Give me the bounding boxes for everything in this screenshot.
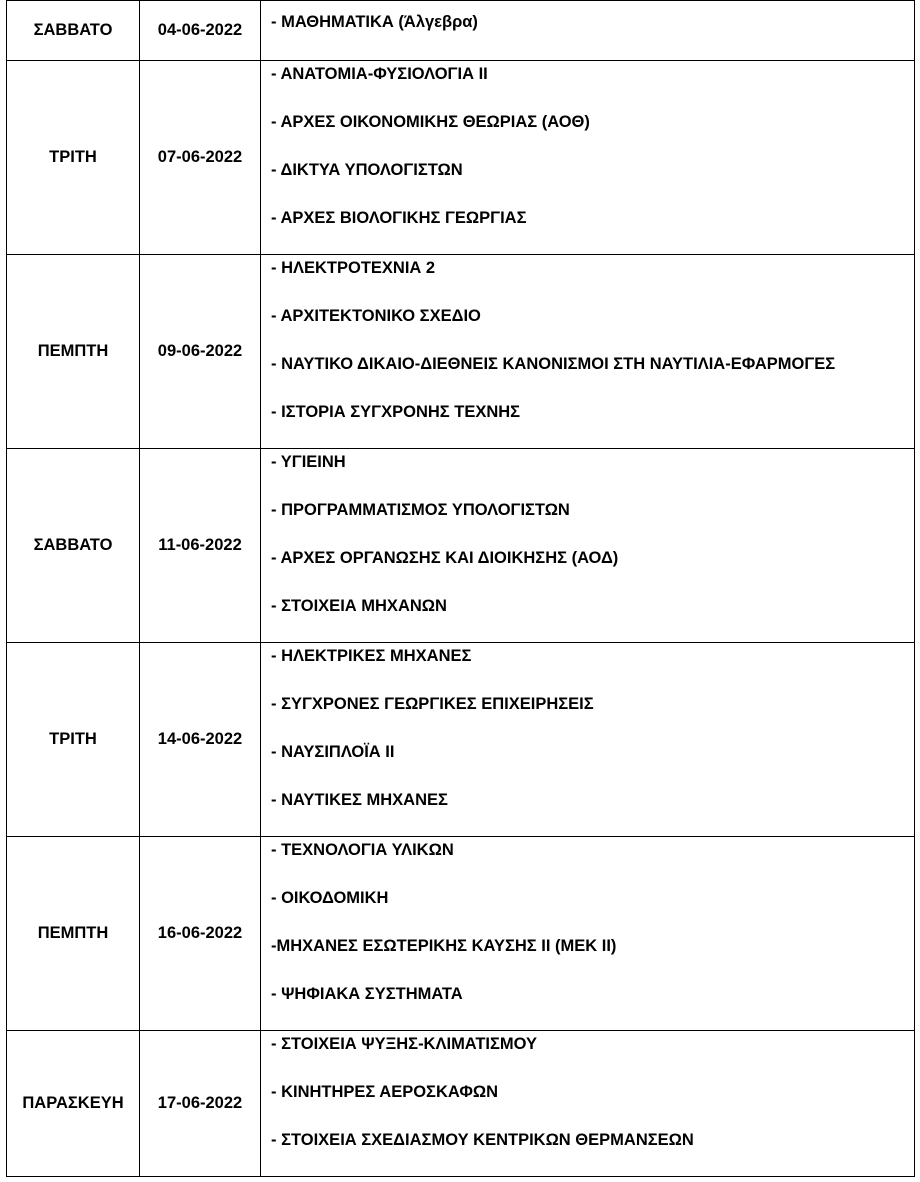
table-row [7,837,915,1031]
subject-item: - ΝΑΥΤΙΚΕΣ ΜΗΧΑΝΕΣ [271,791,448,809]
subject-list [271,1,914,59]
subject-item: - ΜΑΘΗΜΑΤΙΚΑ (Άλγεβρα) [271,13,478,31]
subject-list [271,643,914,835]
subject-item: - ΨΗΦΙΑΚΑ ΣΥΣΤΗΜΑΤΑ [271,985,463,1003]
table-row [7,643,915,837]
subject-item: - ΤΕΧΝΟΛΟΓΙΑ ΥΛΙΚΩΝ [271,841,454,859]
table-row [7,449,915,643]
subject-item: - ΠΡΟΓΡΑΜΜΑΤΙΣΜΟΣ ΥΠΟΛΟΓΙΣΤΩΝ [271,501,570,519]
subject-item: - ΗΛΕΚΤΡΙΚΕΣ ΜΗΧΑΝΕΣ [271,647,472,665]
subject-item: - ΝΑΥΣΙΠΛΟΪΑ ΙΙ [271,743,395,761]
subjects-cell [261,449,915,643]
subject-list [271,1031,914,1175]
subject-item: - ΑΡΧΕΣ ΒΙΟΛΟΓΙΚΗΣ ΓΕΩΡΓΙΑΣ [271,209,527,227]
day-cell: ΣΑΒΒΑΤΟ [7,1,140,61]
subject-item: - ΟΙΚΟΔΟΜΙΚΗ [271,889,389,907]
table-row [7,255,915,449]
table-row [7,1,915,61]
day-cell: ΠΕΜΠΤΗ [7,837,140,1031]
subject-item: - ΣΤΟΙΧΕΙΑ ΣΧΕΔΙΑΣΜΟΥ ΚΕΝΤΡΙΚΩΝ ΘΕΡΜΑΝΣΕΩΝ [271,1131,694,1149]
exam-schedule-table [6,0,915,1177]
day-cell: ΠΕΜΠΤΗ [7,255,140,449]
subject-item: - ΑΡΧΙΤΕΚΤΟΝΙΚΟ ΣΧΕΔΙΟ [271,307,481,325]
subjects-cell [261,1,915,61]
subject-item: - ΑΝΑΤΟΜΙΑ-ΦΥΣΙΟΛΟΓΙΑ ΙΙ [271,65,488,83]
subject-list [271,837,914,1029]
subject-list [271,255,914,447]
date-cell: 17-06-2022 [140,1031,261,1177]
subjects-cell [261,1031,915,1177]
date-cell: 14-06-2022 [140,643,261,837]
date-cell: 09-06-2022 [140,255,261,449]
subject-item: - ΑΡΧΕΣ ΟΙΚΟΝΟΜΙΚΗΣ ΘΕΩΡΙΑΣ (ΑΟΘ) [271,113,590,131]
subject-list [271,449,914,641]
subject-item: - ΣΤΟΙΧΕΙΑ ΨΥΞΗΣ-ΚΛΙΜΑΤΙΣΜΟΥ [271,1035,538,1053]
subjects-cell [261,61,915,255]
subject-item: - ΥΓΙΕΙΝΗ [271,453,346,471]
subject-item: - ΑΡΧΕΣ ΟΡΓΑΝΩΣΗΣ ΚΑΙ ΔΙΟΙΚΗΣΗΣ (ΑΟΔ) [271,549,619,567]
table-row [7,61,915,255]
subjects-cell [261,643,915,837]
subject-item: -ΜΗΧΑΝΕΣ ΕΣΩΤΕΡΙΚΗΣ ΚΑΥΣΗΣ ΙΙ (ΜΕΚ ΙΙ) [271,937,617,955]
day-cell: ΤΡΙΤΗ [7,61,140,255]
subject-item: - ΔΙΚΤΥΑ ΥΠΟΛΟΓΙΣΤΩΝ [271,161,463,179]
subject-item: - ΣΤΟΙΧΕΙΑ ΜΗΧΑΝΩΝ [271,597,447,615]
subject-item: - ΚΙΝΗΤΗΡΕΣ ΑΕΡΟΣΚΑΦΩΝ [271,1083,499,1101]
day-cell: ΠΑΡΑΣΚΕΥΗ [7,1031,140,1177]
subject-item: - ΗΛΕΚΤΡΟΤΕΧΝΙΑ 2 [271,259,436,277]
date-cell: 07-06-2022 [140,61,261,255]
day-cell: ΤΡΙΤΗ [7,643,140,837]
subjects-cell [261,255,915,449]
subject-item: - ΣΥΓΧΡΟΝΕΣ ΓΕΩΡΓΙΚΕΣ ΕΠΙΧΕΙΡΗΣΕΙΣ [271,695,594,713]
subject-item: - ΙΣΤΟΡΙΑ ΣΥΓΧΡΟΝΗΣ ΤΕΧΝΗΣ [271,403,521,421]
exam-schedule-body [7,1,915,1177]
date-cell: 04-06-2022 [140,1,261,61]
subjects-cell [261,837,915,1031]
day-cell: ΣΑΒΒΑΤΟ [7,449,140,643]
subject-list [271,61,914,253]
subject-item: - ΝΑΥΤΙΚΟ ΔΙΚΑΙΟ-ΔΙΕΘΝΕΙΣ ΚΑΝΟΝΙΣΜΟΙ ΣΤΗ ΝΑΥΤΙΛΙΑ-ΕΦΑΡΜΟΓΕΣ [271,355,836,373]
date-cell: 11-06-2022 [140,449,261,643]
date-cell: 16-06-2022 [140,837,261,1031]
table-row [7,1031,915,1177]
